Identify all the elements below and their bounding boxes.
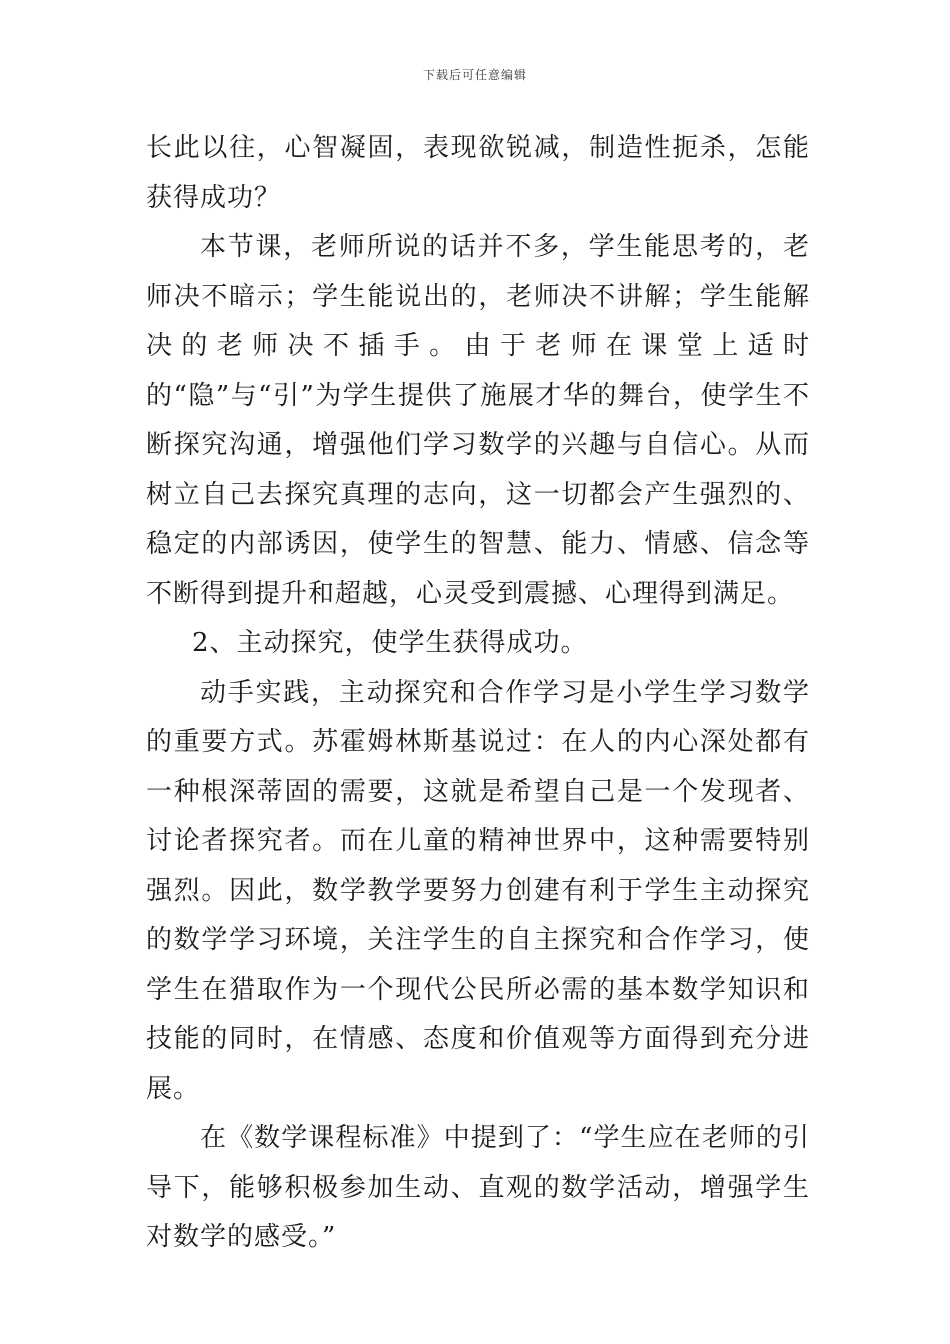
paragraph-curriculum-standard: 在《数学课程标准》中提到了：“学生应在老师的引导下，能够积极参加生动、直观的数学活动，增强学生对数学的感受。” xyxy=(146,1123,810,1252)
paragraph-lesson-reflection: 本节课，老师所说的话并不多，学生能思考的，老师决不暗示；学生能说出的，老师决不讲解；学生能解决的老师决不插手。由于老师在课堂上适时的“隐”与“引”为学生提供了施展才华的舞台，使学生不断探究沟通，增强他们学习数学的兴趣与自信心。从而树立自己去探究真理的志向，这一切都会产生强烈的、稳定的内部诱因，使学生的智慧、能力、情感、信念等不断得到提升和超越，心灵受到震撼、心理得到满足。 xyxy=(146,232,810,609)
section-heading-active-exploration: 2、主动探究，使学生获得成功。 xyxy=(192,628,588,658)
paragraph-hands-on-practice: 动手实践，主动探究和合作学习是小学生学习数学的重要方式。苏霍姆林斯基说过：在人的内心深处都有一种根深蒂固的需要，这就是希望自己是一个发现者、讨论者探究者。而在儿童的精神世界中，这种需要特别强烈。因此，数学教学要努力创建有利于学生主动探究的数学学习环境，关注学生的自主探究和合作学习，使学生在猎取作为一个现代公民所必需的基本数学知识和技能的同时，在情感、态度和价值观等方面得到充分进展。 xyxy=(146,677,810,1104)
paragraph-continuation: 长此以往，心智凝固，表现欲锐减，制造性扼杀，怎能获得成功？ xyxy=(146,133,810,213)
page-header: 下载后可任意编辑 xyxy=(422,68,527,82)
document-body xyxy=(146,124,810,1263)
